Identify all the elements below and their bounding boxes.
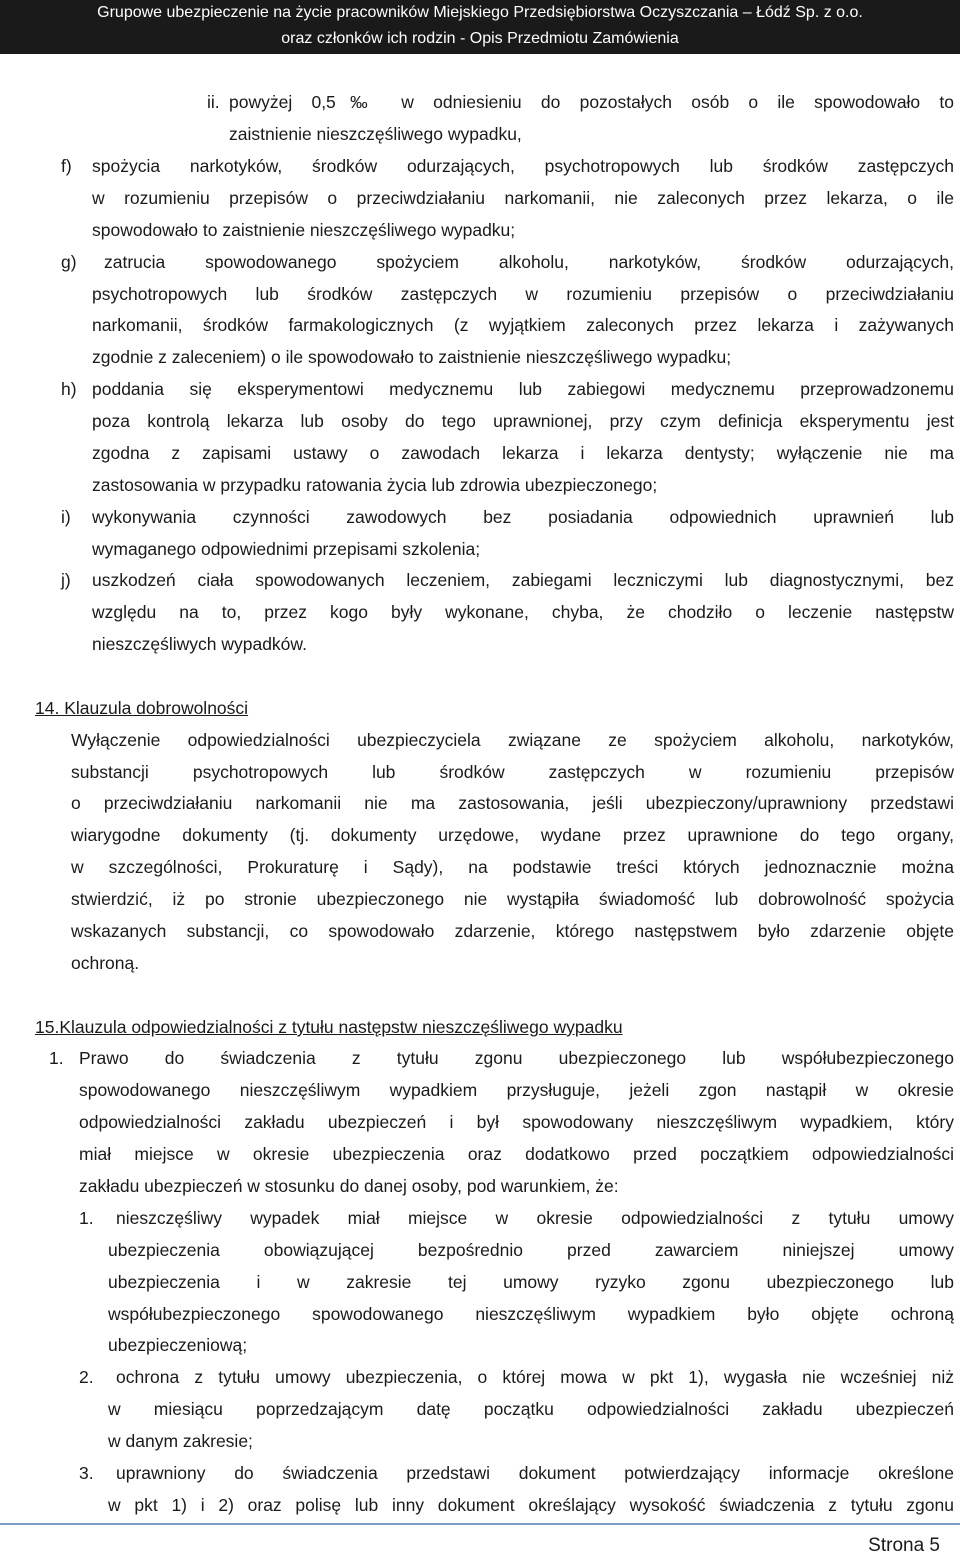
list-marker-g: g) (61, 252, 77, 272)
text-line: w danym zakresie; (108, 1431, 253, 1451)
sublist-marker-1: 1. (79, 1208, 94, 1228)
list-marker-1: 1. (49, 1048, 64, 1068)
section-heading-14: 14. Klauzula dobrowolności (35, 698, 249, 718)
header-line-1: Grupowe ubezpieczenie na życie pracowników Miejskiego Przedsiębiorstwa Oczyszczania – Łódź Sp. z o.o. (97, 4, 863, 21)
text-line: w miesiącu poprzedzającym datę początku odpowiedzialności zakładu ubezpieczeń (108, 1399, 954, 1419)
list-marker-h: h) (61, 379, 77, 399)
text-line: narkomanii, środków farmakologicznych (z wyjątkiem zaleconych przez lekarza i zażywanych (92, 315, 954, 335)
text-line: zaistnienie nieszczęśliwego wypadku, (229, 124, 522, 144)
list-marker-j: j) (61, 570, 71, 590)
text-line: zakładu ubezpieczeń w stosunku do danej osoby, pod warunkiem, że: (79, 1176, 619, 1196)
text-line: wiarygodne dokumenty (tj. dokumenty urzędowe, wydane przez uprawnione do tego organy, (71, 825, 954, 845)
text-line: Wyłączenie odpowiedzialności ubezpieczyciela związane ze spożyciem alkoholu, narkotyków, (71, 730, 954, 750)
text-line: zastosowania w przypadku ratowania życia lub zdrowia ubezpieczonego; (92, 475, 658, 495)
text-line: wymaganego odpowiednimi przepisami szkolenia; (92, 539, 481, 559)
text-line: w pkt 1) i 2) oraz polisę lub inny dokument określający wysokość świadczenia z tytułu zgonu (108, 1495, 954, 1515)
text-line: ubezpieczeniową; (108, 1335, 248, 1355)
text-line: ochroną. (71, 953, 140, 973)
text-line: współubezpieczonego spowodowanego nieszczęśliwym wypadkiem było objęte ochroną (108, 1304, 954, 1324)
list-marker-f: f) (61, 156, 72, 176)
text-line: uszkodzeń ciała spowodowanych leczeniem, zabiegami leczniczymi lub diagnostycznymi, bez (92, 570, 954, 590)
text-line: substancji psychotropowych lub środków zastępczych w rozumieniu przepisów (71, 762, 954, 782)
list-marker-i: i) (61, 507, 71, 527)
text-line: ubezpieczenia obowiązującej bezpośrednio przed zawarciem niniejszej umowy (108, 1240, 954, 1260)
text-line: nieszczęśliwy wypadek miał miejsce w okresie odpowiedzialności z tytułu umowy (116, 1208, 954, 1228)
sublist-marker-2: 2. (79, 1367, 94, 1387)
text-line: względu na to, przez kogo były wykonane, chyba, że chodziło o leczenie następstw (92, 602, 954, 622)
text-line: o przeciwdziałaniu narkomanii nie ma zastosowania, jeśli ubezpieczony/uprawniony przedstawi (71, 793, 954, 813)
text-line: ubezpieczenia i w zakresie tej umowy ryzyko zgonu ubezpieczonego lub (108, 1272, 954, 1292)
text-line: poddania się eksperymentowi medycznemu lub zabiegowi medycznemu przeprowadzonemu (92, 379, 954, 399)
text-line: spowodowanego nieszczęśliwym wypadkiem przysługuje, jeżeli zgon nastąpił w okresie (79, 1080, 954, 1100)
header-line-2: oraz członków ich rodzin - Opis Przedmiotu Zamówienia (281, 30, 679, 47)
text-line: zgodna z zapisami ustawy o zawodach lekarza i lekarza dentysty; wyłączenie nie ma (92, 443, 954, 463)
text-line: wskazanych substancji, co spowodowało zdarzenie, którego następstwem było zdarzenie objęte (71, 921, 954, 941)
text-line: uprawniony do świadczenia przedstawi dokument potwierdzający informacje określone (116, 1463, 954, 1483)
footer-divider (0, 1523, 960, 1525)
text-line: psychotropowych lub środków zastępczych w rozumieniu przepisów o przeciwdziałaniu (92, 284, 954, 304)
text-line: wykonywania czynności zawodowych bez posiadania odpowiednich uprawnień lub (92, 507, 954, 527)
text-line: nieszczęśliwych wypadków. (92, 634, 307, 654)
text-line: spożycia narkotyków, środków odurzających, psychotropowych lub środków zastępczych (92, 156, 954, 176)
sublist-marker-3: 3. (79, 1463, 94, 1483)
text-line: spowodowało to zaistnienie nieszczęśliwego wypadku; (92, 220, 516, 240)
text-line: poza kontrolą lekarza lub osoby do tego uprawnionej, przy czym definicja eksperymentu jest (92, 411, 954, 431)
text-line: zatrucia spowodowanego spożyciem alkoholu, narkotyków, środków odurzających, (104, 252, 954, 272)
text-line: miał miejsce w okresie ubezpieczenia oraz dodatkowo przed początkiem odpowiedzialności (79, 1144, 954, 1164)
text-line: stwierdzić, iż po stronie ubezpieczonego nie wystąpiła świadomość lub dobrowolność spożycia (71, 889, 954, 909)
text-line: odpowiedzialności zakładu ubezpieczeń i był spowodowany nieszczęśliwym wypadkiem, który (79, 1112, 954, 1132)
text-line: w szczególności, Prokuraturę i Sądy), na podstawie treści których jednoznacznie można (71, 857, 954, 877)
list-marker-ii: ii. (207, 92, 220, 112)
text-line: Prawo do świadczenia z tytułu zgonu ubezpieczonego lub współubezpieczonego (79, 1048, 954, 1068)
page-header (0, 0, 960, 54)
text-line: w rozumieniu przepisów o przeciwdziałaniu narkomanii, nie zaleconych przez lekarza, o ile (92, 188, 954, 208)
text-line: zgodnie z zaleceniem) o ile spowodowało to zaistnienie nieszczęśliwego wypadku; (92, 347, 732, 367)
page-number: Strona 5 (868, 1535, 940, 1556)
text-line: ochrona z tytułu umowy ubezpieczenia, o której mowa w pkt 1), wygasła nie wcześniej niż (116, 1367, 954, 1387)
text-line: powyżej 0,5‰ w odniesieniu do pozostałych osób o ile spowodowało to (229, 92, 954, 112)
section-heading-15: 15.Klauzula odpowiedzialności z tytułu następstw nieszczęśliwego wypadku (35, 1017, 623, 1037)
